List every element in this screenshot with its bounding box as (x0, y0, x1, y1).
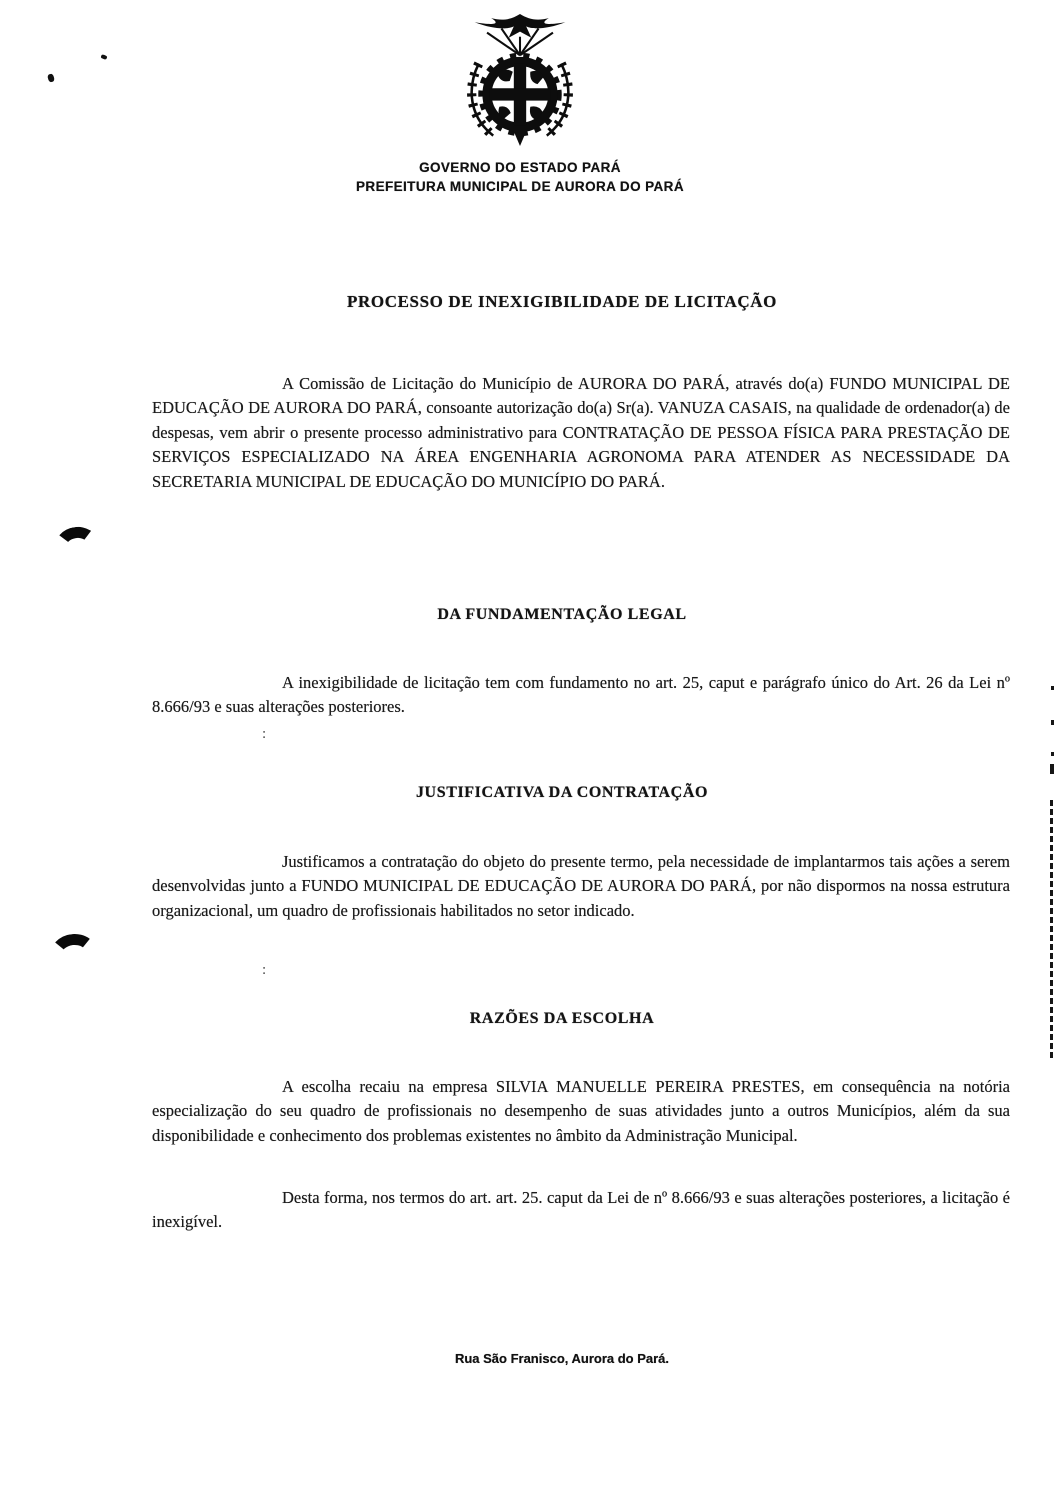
scan-edge-artifact (1050, 800, 1053, 1058)
scan-edge-artifact (1051, 752, 1054, 756)
fundamentacao-paragraph: A inexigibilidade de licitação tem com fundamento no art. 25, caput e parágrafo único do Art. 26 da Lei nº 8.666/93 e suas alterações posteriores. (152, 673, 1010, 717)
section-heading-justificativa: JUSTIFICATIVA DA CONTRATAÇÃO (415, 784, 709, 801)
document-footer: Rua São Franisco, Aurora do Pará. (454, 1351, 670, 1366)
binder-hole-mark (53, 524, 102, 568)
scan-speck: : (262, 726, 267, 742)
org-name-line2: PREFEITURA MUNICIPAL DE AURORA DO PARÁ (356, 179, 684, 194)
document-title: PROCESSO DE INEXIGIBILIDADE DE LICITAÇÃO (347, 292, 777, 311)
intro-paragraph: A Comissão de Licitação do Município de AURORA DO PARÁ, através do(a) FUNDO MUNICIPAL DE EDUCAÇÃO DE AURORA DO PARÁ, consoante autorização do(a) Sr(a). VANUZA CASAIS, na qualidade de ordenador(a) de despesas, vem abrir o presente processo administrativo para CONTRATAÇÃO DE PESSOA FÍSICA PARA PRESTAÇÃO DE SERVIÇOS ESPECIALIZADO NA ÁREA ENGENHARIA AGRONOMA PARA ATENDER AS NECESSIDADE DA SECRETARIA MUNICIPAL DE EDUCAÇÃO DO MUNICÍPIO DO PARÁ. (152, 374, 1010, 491)
binder-hole-mark (48, 932, 100, 979)
scan-edge-artifact (1050, 764, 1054, 774)
scan-edge-artifact (1051, 686, 1054, 690)
scan-speck: : (262, 962, 267, 978)
section-heading-razoes-escolha: RAZÕES DA ESCOLHA (469, 1010, 655, 1027)
section-heading-fundamentacao-legal: DA FUNDAMENTAÇÃO LEGAL (437, 606, 687, 623)
coat-of-arms-icon (462, 12, 578, 148)
razoes-paragraph-1: A escolha recaiu na empresa SILVIA MANUELLE PEREIRA PRESTES, em consequência na notória especialização do seu quadro de profissionais no desempenho de suas atividades junto a outros Municípios, além da sua disponibilidade e conhecimento dos problemas existentes no âmbito da Administração Municipal. (152, 1077, 1010, 1145)
scan-edge-artifact (1051, 720, 1054, 725)
razoes-paragraph-2: Desta forma, nos termos do art. art. 25. caput da Lei de nº 8.666/93 e suas alterações posteriores, a licitação é inexigível. (152, 1188, 1010, 1232)
document-header (20, 12, 1020, 196)
org-name-line1: GOVERNO DO ESTADO PARÁ (419, 160, 621, 175)
justificativa-paragraph: Justificamos a contratação do objeto do presente termo, pela necessidade de implantarmos tais ações a serem desenvolvidas junto a FUNDO MUNICIPAL DE EDUCAÇÃO DE AURORA DO PARÁ, por não dispormos na nossa estrutura organizacional, um quadro de profissionais habilitados no setor indicado. (152, 852, 1010, 920)
